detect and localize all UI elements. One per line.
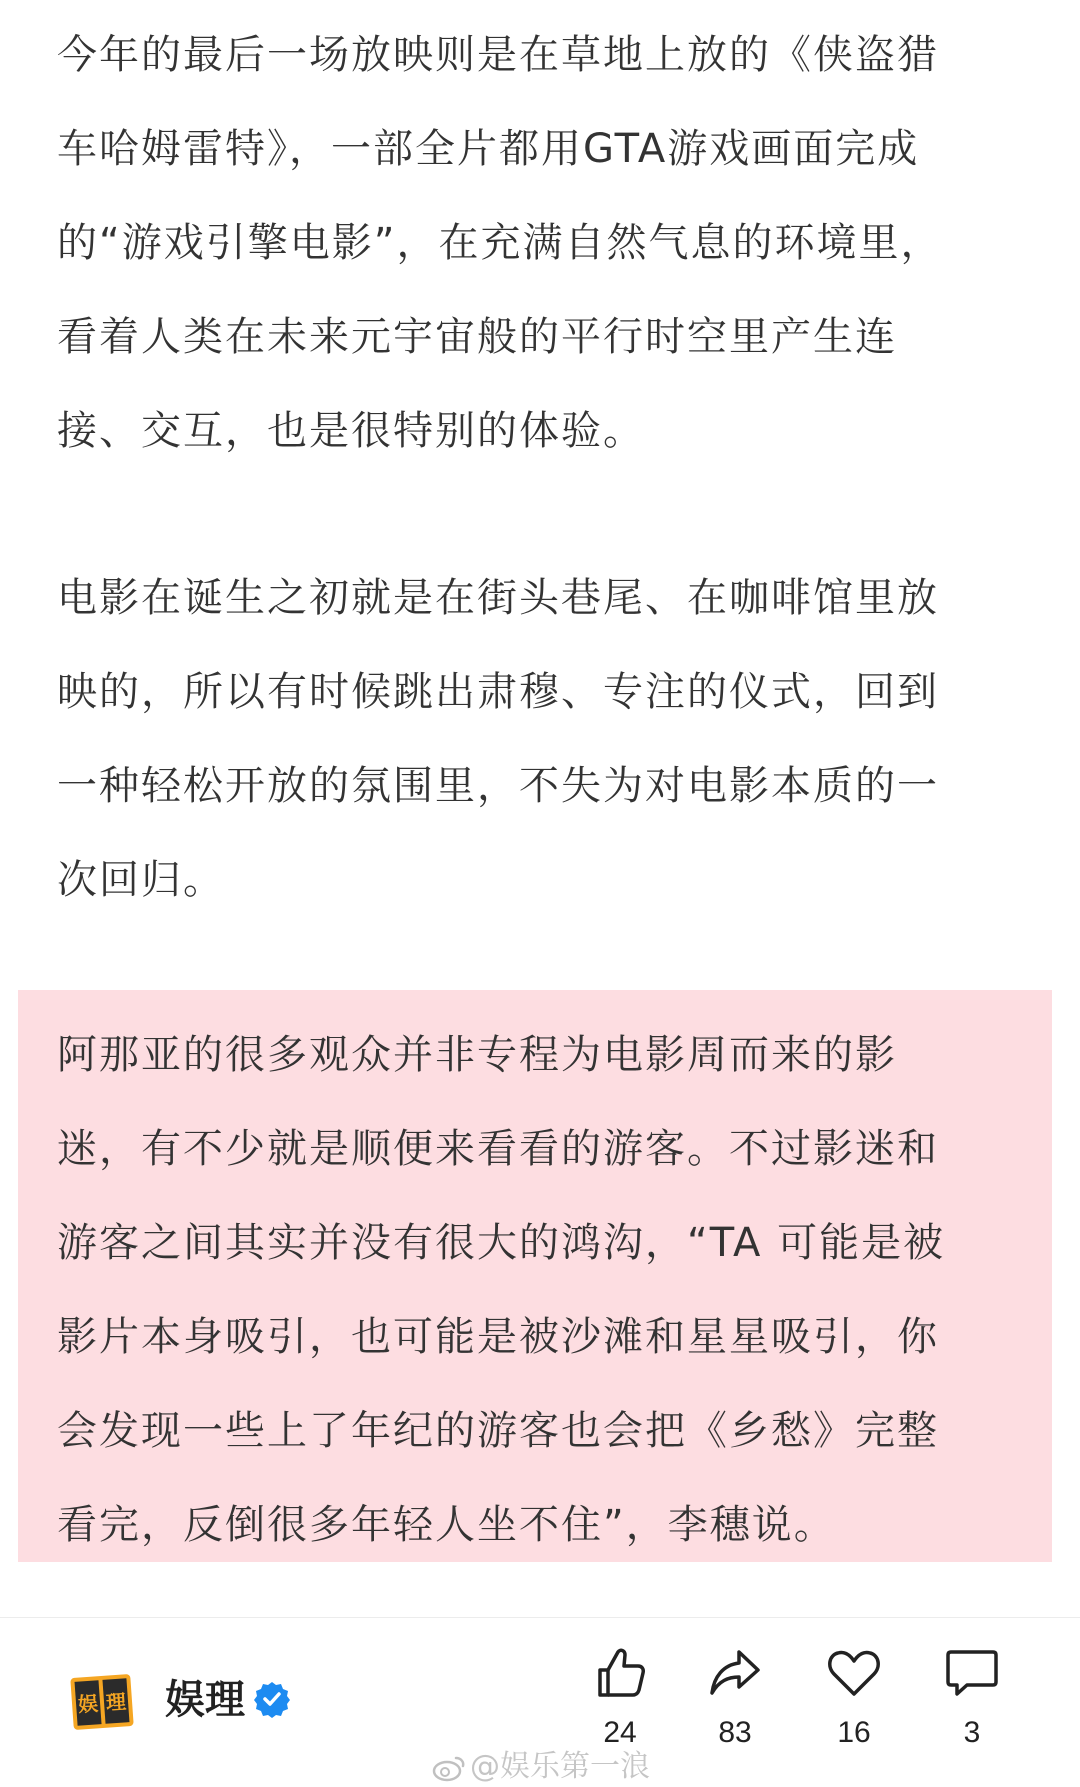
comment-count: 3 <box>963 1716 981 1749</box>
avatar-char-1: 娱 <box>77 1691 99 1717</box>
quote-paragraph <box>57 1008 1023 1572</box>
share-button[interactable] <box>680 1644 790 1764</box>
text-line: 迷，有不少就是顺便来看看的游客。不过影迷和 <box>57 1126 939 1172</box>
text-line: 车哈姆雷特》，一部全片都用GTA游戏画面完成 <box>57 126 920 172</box>
avatar-char-2: 理 <box>105 1689 127 1715</box>
text-line: 电影在诞生之初就是在街头巷尾、在咖啡馆里放 <box>57 575 939 621</box>
comment-bubble-icon <box>943 1644 1001 1702</box>
text-line: 映的，所以有时候跳出肃穆、专注的仪式，回到 <box>57 669 939 715</box>
watermark-text: @娱乐第一浪 <box>470 1749 650 1784</box>
paragraph-2 <box>57 551 1023 927</box>
like-count: 24 <box>603 1716 637 1749</box>
share-arrow-icon <box>706 1644 764 1702</box>
author-name[interactable]: 娱理 <box>165 1677 245 1723</box>
paragraph-1 <box>57 8 1023 478</box>
text-line: 阿那亚的很多观众并非专程为电影周而来的影 <box>57 1032 897 1078</box>
post-footer-bar <box>0 1618 1080 1787</box>
text-line: 会发现一些上了年纪的游客也会把《乡愁》完整 <box>57 1408 939 1454</box>
weibo-watermark <box>432 1741 650 1785</box>
text-line: 接、交互，也是很特别的体验。 <box>57 408 645 454</box>
verified-badge-icon <box>253 1680 291 1718</box>
favorite-count: 16 <box>837 1716 871 1749</box>
weibo-logo-icon <box>432 1754 466 1782</box>
comment-button[interactable] <box>917 1644 1027 1764</box>
text-line: 看完，反倒很多年轻人坐不住”，李穗说。 <box>57 1502 836 1548</box>
text-line: 影片本身吸引，也可能是被沙滩和星星吸引，你 <box>57 1314 939 1360</box>
text-line: 次回归。 <box>57 857 225 903</box>
text-line: 的“游戏引擎电影”，在充满自然气息的环境里， <box>57 220 943 266</box>
text-line: 游客之间其实并没有很大的鸿沟，“TA 可能是被 <box>57 1220 946 1266</box>
heart-icon <box>825 1644 883 1702</box>
favorite-button[interactable] <box>799 1644 909 1764</box>
author-avatar[interactable] <box>70 1670 134 1734</box>
text-line: 看着人类在未来元宇宙般的平行时空里产生连 <box>57 314 897 360</box>
text-line: 一种轻松开放的氛围里，不失为对电影本质的一 <box>57 763 939 809</box>
share-count: 83 <box>718 1716 752 1749</box>
thumbs-up-icon <box>591 1644 649 1702</box>
text-line: 今年的最后一场放映则是在草地上放的《侠盗猎 <box>57 32 939 78</box>
